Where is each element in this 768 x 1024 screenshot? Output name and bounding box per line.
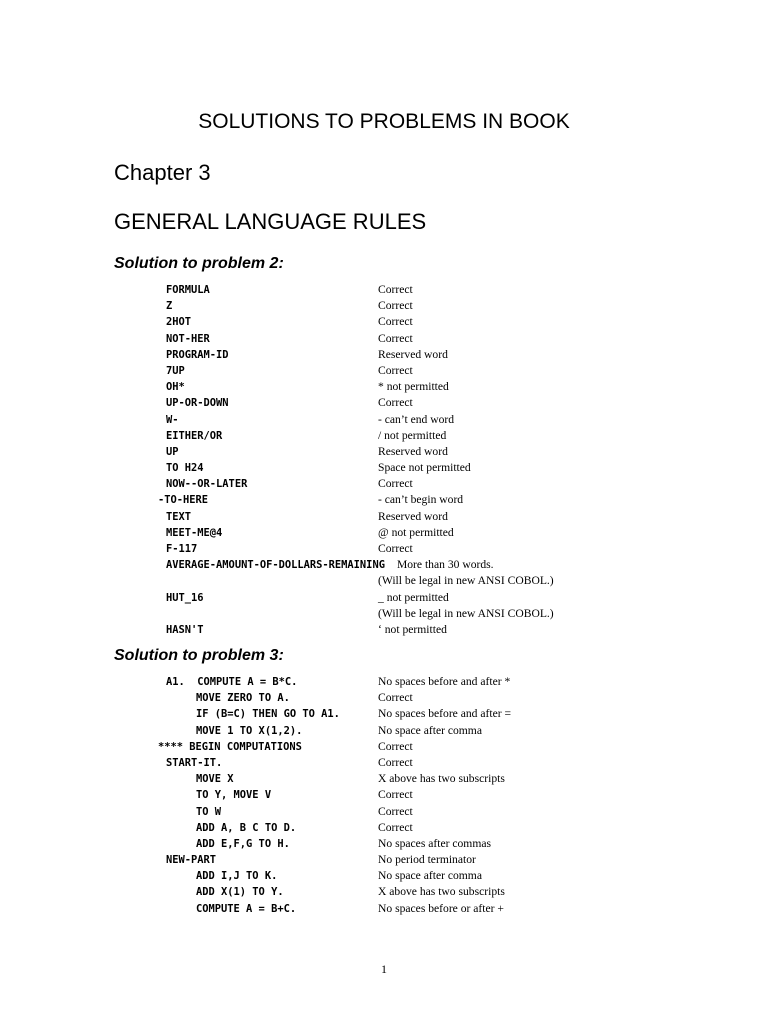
answer-row	[0, 347, 768, 363]
answer-note: @ not permitted	[378, 525, 454, 539]
answer-note: Correct	[378, 299, 413, 313]
answer-note: Correct	[378, 755, 413, 769]
answer-row	[0, 509, 768, 525]
answer-row	[0, 298, 768, 314]
answer-row	[0, 755, 768, 771]
answer-row	[0, 314, 768, 330]
cobol-code: NOT-HER	[166, 332, 210, 345]
cobol-code: IF (B=C) THEN GO TO A1.	[196, 708, 340, 721]
cobol-code: ADD E,F,G TO H.	[196, 837, 290, 850]
answer-note: No spaces before and after =	[378, 707, 512, 721]
answer-row	[0, 739, 768, 755]
answer-note: No space after comma	[378, 723, 482, 737]
cobol-code: COMPUTE A = B+C.	[196, 902, 297, 915]
answer-row	[0, 723, 768, 739]
cobol-code: AVERAGE-AMOUNT-OF-DOLLARS-REMAINING More than 30 words.	[166, 558, 494, 572]
cobol-code: TO H24	[166, 462, 204, 475]
answer-row	[0, 884, 768, 900]
cobol-code: A1. COMPUTE A = B*C.	[166, 676, 298, 688]
answer-note: X above has two subscripts	[378, 772, 505, 786]
chapter-heading: Chapter 3	[114, 160, 211, 185]
cobol-code: NOW--OR-LATER	[166, 478, 248, 491]
problem-3-solution-list	[0, 674, 768, 917]
answer-row	[0, 541, 768, 557]
answer-note: Correct	[378, 396, 413, 410]
cobol-code: ADD I,J TO K.	[196, 870, 278, 883]
answer-row	[0, 460, 768, 476]
answer-note: Reserved word	[378, 509, 448, 523]
cobol-code: HUT_16	[166, 591, 204, 604]
cobol-code: NEW-PART	[166, 854, 217, 867]
answer-note: - can’t end word	[378, 412, 455, 426]
answer-row	[0, 787, 768, 803]
section-heading: GENERAL LANGUAGE RULES	[114, 209, 427, 234]
answer-row	[0, 820, 768, 836]
answer-row	[0, 331, 768, 347]
answer-note: (Will be legal in new ANSI COBOL.)	[378, 606, 554, 620]
answer-note: Correct	[378, 788, 413, 802]
answer-note: Correct	[378, 691, 413, 705]
problem-2-heading: Solution to problem 2:	[114, 255, 284, 272]
cobol-code: UP	[166, 445, 179, 458]
page-number: 1	[381, 962, 387, 976]
answer-note: Correct	[378, 542, 413, 555]
cobol-code: **** BEGIN COMPUTATIONS	[158, 740, 302, 753]
answer-note: No spaces before or after +	[378, 901, 504, 915]
answer-note: Correct	[378, 283, 413, 296]
answer-row	[0, 606, 768, 622]
cobol-code: 2HOT	[166, 316, 192, 329]
answer-row	[0, 525, 768, 541]
answer-note: _ not permitted	[378, 590, 449, 604]
answer-note: Reserved word	[378, 444, 448, 458]
answer-note: Correct	[378, 820, 413, 834]
answer-row	[0, 852, 768, 868]
cobol-code: EITHER/OR	[166, 429, 223, 442]
answer-note: Correct	[378, 331, 413, 345]
answer-row	[0, 282, 768, 298]
answer-note: More than 30 words.	[396, 558, 494, 572]
answer-row	[0, 804, 768, 820]
answer-row	[0, 590, 768, 606]
answer-row	[0, 363, 768, 379]
answer-note: (Will be legal in new ANSI COBOL.)	[378, 574, 554, 588]
answer-note: No space after comma	[378, 869, 482, 883]
cobol-code: UP-OR-DOWN	[166, 397, 229, 410]
cobol-code: W-	[166, 413, 179, 426]
answer-row	[0, 428, 768, 444]
answer-row	[0, 379, 768, 395]
cobol-code: Z	[166, 300, 173, 313]
answer-row	[0, 557, 768, 573]
cobol-code: ADD A, B C TO D.	[196, 821, 297, 834]
answer-note: Correct	[378, 804, 413, 818]
cobol-code: START-IT.	[166, 756, 223, 769]
answer-note: X above has two subscripts	[378, 885, 505, 899]
cobol-code: MOVE 1 TO X(1,2).	[196, 724, 303, 737]
answer-row	[0, 868, 768, 884]
answer-note: No spaces before and after *	[378, 675, 511, 688]
answer-row	[0, 573, 768, 589]
answer-row	[0, 836, 768, 852]
cobol-code: F-117	[166, 543, 198, 555]
cobol-code: -TO-HERE	[158, 494, 209, 507]
answer-row	[0, 492, 768, 508]
answer-row	[0, 690, 768, 706]
answer-note: - can’t begin word	[378, 493, 464, 507]
answer-note: No period terminator	[378, 853, 476, 867]
cobol-code: TEXT	[166, 510, 192, 523]
answer-note: Correct	[378, 315, 413, 329]
answer-row	[0, 706, 768, 722]
problem-2-solution-list	[0, 282, 768, 638]
answer-row	[0, 412, 768, 428]
answer-note: Reserved word	[378, 347, 448, 361]
cobol-code: MEET-ME@4	[166, 526, 223, 539]
answer-note: Space not permitted	[378, 461, 471, 475]
cobol-code: OH*	[166, 381, 185, 394]
answer-note: Correct	[378, 363, 413, 377]
answer-row	[0, 622, 768, 638]
answer-row	[0, 674, 768, 690]
cobol-code: FORMULA	[166, 284, 210, 296]
answer-note: * not permitted	[378, 380, 449, 394]
answer-row	[0, 444, 768, 460]
answer-note: No spaces after commas	[378, 836, 491, 850]
cobol-code: PROGRAM-ID	[166, 348, 229, 361]
problem-3-heading: Solution to problem 3:	[114, 647, 284, 664]
cobol-code: ADD X(1) TO Y.	[196, 886, 284, 899]
cobol-code: MOVE X	[196, 773, 234, 786]
cobol-code: 7UP	[166, 364, 185, 377]
answer-row	[0, 476, 768, 492]
cobol-code: TO W	[196, 805, 222, 818]
answer-row	[0, 901, 768, 917]
document-title: SOLUTIONS TO PROBLEMS IN BOOK	[198, 110, 570, 133]
cobol-code: MOVE ZERO TO A.	[196, 692, 290, 705]
cobol-code: HASN'T	[166, 623, 204, 636]
answer-note: Correct	[378, 739, 413, 753]
answer-row	[0, 395, 768, 411]
answer-note: ‘ not permitted	[378, 622, 447, 636]
answer-row	[0, 771, 768, 787]
cobol-code: TO Y, MOVE V	[196, 789, 272, 802]
answer-note: / not permitted	[378, 428, 447, 442]
answer-note: Correct	[378, 477, 413, 491]
